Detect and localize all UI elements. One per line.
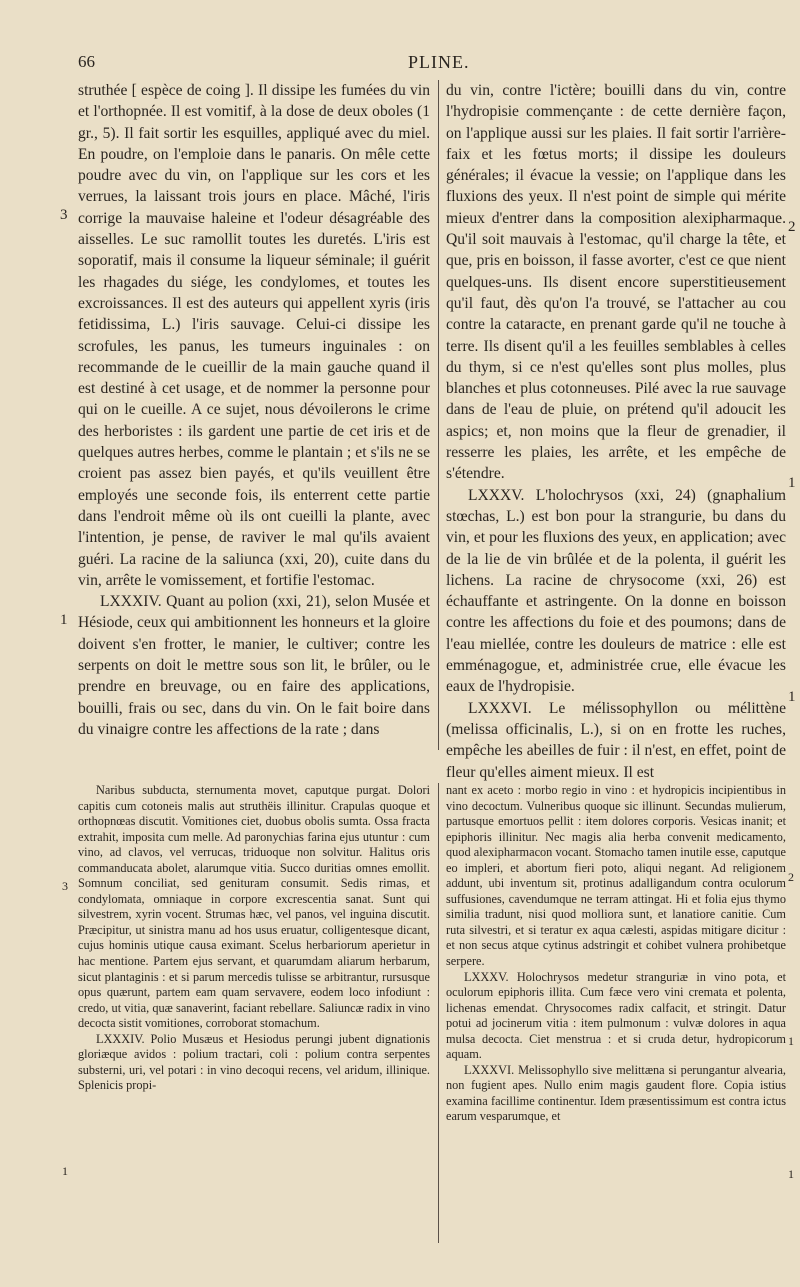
latin-paragraph-lxxxvi: LXXXVI. Melissophyllo sive melittæna si perungantur alvearia, non fugient apes. Nullo enim magis gaudent flore. Copia istius examina facillime continentur. Idem præsentissimum est contra ictus earum vesparumque, et xyxy=(446,1062,786,1124)
margin-number: 1 xyxy=(62,1164,68,1178)
french-left-column xyxy=(78,80,430,750)
latin-right-column xyxy=(446,783,786,1263)
french-paragraph: struthée [ espèce de coing ]. Il dissipe les fumées du vin et l'orthopnée. Il est vomitif, à la dose de deux oboles (1 gr., 5). Il fait sortir les esquilles, appliqué avec du miel. En poudre, on l'emploie dans le panaris. On mêle cette poudre avec du vin, on l'applique sur les cors et les verrues, la laissant trois jours en place. Mâché, l'iris corrige la mauvaise haleine et l'odeur désagréable des aisselles. Le suc ramollit toutes les duretés. L'iris est soporatif, mais il consume la liqueur séminale; il guérit les rhagades du siége, les condylomes, et toutes les excroissances. Il est des auteurs qui appellent xyris (iris fetidissima, L.) l'iris sauvage. Celui-ci dissipe les scrofules, les panus, les tumeurs inguinales : on recommande de le cueillir de la main gauche quand il est destiné à cet usage, et de nommer la personne pour qui on le cueille. A ce sujet, nous dévoilerons le crime des herboristes : ils gardent une partie de cet iris et de quelques autres herbes, comme le plantain ; et s'ils ne se croient pas assez bien payés, et qu'ils veuillent être employés une seconde fois, ils enterrent cette partie dans l'endroit même où ils ont cueilli la plante, avec l'intention, je pense, de raviver le mal qu'ils avaient guéri. La racine de la saliunca (xxi, 20), cuite dans du vin, arrête le vomissement, et fortifie l'estomac. xyxy=(78,82,430,589)
margin-number: 1 xyxy=(788,475,796,491)
margin-number: 2 xyxy=(788,219,796,235)
margin-number: 1 xyxy=(788,689,796,705)
latin-paragraph: nant ex aceto : morbo regio in vino : et hydropicis incipientibus in vino decoctum. Vulneribus quoque sic illinunt. Secundas mulierum, partusque emortuos pellit : item dolores corporis. Vesicas inanit; et epiphoris illinitur. Nec magis alia herba convenit medicamento, quod alexipharmacon vocant. Stomacho tamen inutile esse, caputque eo impleri, et abortum fieri poto, aliqui negant. Ad religionem addunt, ubi inventum sit, protinus adalligandum contra oculorum suffusiones, cavendumque ne terram attingat. Hi et folia ejus thymo similia tradunt, nisi quod molliora sunt, et lanatiore canitie. Cum ruta silvestri, et si teratur ex aqua cælesti, aspidas mitigare dicitur : et non secus atque cytinus adstringit et cohibet vulnera prohibetque serpere. xyxy=(446,783,786,969)
running-title: PLINE. xyxy=(408,52,470,72)
latin-paragraph: Naribus subducta, sternumenta movet, caputque purgat. Dolori capitis cum cotoneis malis aut struthëis illinitur. Crapulas quoque et orthopnœas discutit. Vomitiones ciet, duobus obolis sumta. Ossa fracta extrahit, imposita cum melle. Ad paronychias farina ejus utuntur : cum vino, ad clavos, vel verrucas, triduoque non solvitur. Halitus oris commanducata abolet, alarumque vitia. Succo duritias omnes emollit. Somnum conciliat, sed genituram consumit. Sedis rimas, et condylomata, omniaque in corpore excrescentia sanat. Sunt qui silvestrem, xyrin vocent. Strumas hæc, vel panos, vel inguina discutit. Præcipitur, ut sinistra manu ad hos usus eruatur, colligentesque dicant, cujus hominis utique causa eximant. Scelus herbariorum aperietur in hac mentione. Partem ejus servant, et quarumdam aliarum herbarum, sicut plantaginis : et si parum mercedis tulisse se arbitrantur, rursusque opus quærunt, partem eam quam servavere, eodem loco infodiunt : credo, ut vitia, quæ sanaverint, faciant rebellare. Saliuncæ radix in vino decocta sistit vomitiones, corroborat stomachum. xyxy=(78,783,430,1031)
margin-number: 1 xyxy=(60,612,68,628)
french-paragraph-lxxxv: LXXXV. L'holochrysos (xxi, 24) (gnaphalium stœchas, L.) est bon pour la strangurie, bu dans du vin, et pour les fluxions des yeux, en application; avec de la lie de vin brûlée et de la polenta, il guérit les lichens. La racine de chrysocome (xxi, 26) est échauffante et astringente. On la donne en boisson contre les affections du foie et des poumons; dans de l'eau miellée, contre les douleurs de matrice : elle est emménagogue, et, administrée crue, elle évacue les eaux de l'hydropisie. xyxy=(446,486,786,696)
latin-paragraph-lxxxv: LXXXV. Holochrysos medetur stranguriæ in vino pota, et oculorum epiphoris illita. Cum fæce vero vini cremata et polenta, lichenas emendat. Chrysocomes radix calfacit, et stringit. Datur potui ad jocinerum vitia : item pulmonum : vulvæ dolores in aqua mulsa decocta. Ciet menstrua : et si cruda detur, hydropicorum aquam. xyxy=(446,969,786,1062)
page-number: 66 xyxy=(78,52,95,71)
page-header xyxy=(78,52,780,76)
margin-number: 2 xyxy=(788,870,794,884)
column-divider xyxy=(438,783,439,1243)
french-paragraph-lxxxiv: LXXXIV. Quant au polion (xxi, 21), selon Musée et Hésiode, ceux qui ambitionnent les honneurs et la gloire doivent s'en frotter, le manier, le cultiver; contre les serpents on doit le mettre sous son lit, le brûler, ou le prendre en breuvage, ou en faire des applications, bouilli, frais ou sec, dans du vin. On le fait boire dans du vinaigre contre les affections de la rate ; dans xyxy=(78,593,430,738)
margin-number: 3 xyxy=(62,879,68,893)
french-paragraph: du vin, contre l'ictère; bouilli dans du vin, contre l'hydropisie commençante : de cette dernière façon, on l'applique aussi sur les plaies. Il fait sortir l'arrière-faix et les fœtus morts; il dissipe les douleurs générales; il évacue la vessie; on l'applique dans les fluxions des yeux. Il n'est point de simple qui mérite mieux d'entrer dans la composition alexipharmaque. Qu'il soit mauvais à l'estomac, qu'il charge la tête, et que, pris en boisson, il fasse avorter, c'est ce que nient quelques-uns. Ils disent encore superstitieusement qu'il faut, dès qu'on l'a trouvé, se l'attacher au cou contre la cataracte, en prenant garde qu'il ne touche à terre. Ils disent qu'il a les feuilles semblables à celles du thym, si ce n'est qu'elles sont plus molles, plus blanches et plus cotonneuses. Pilé avec la rue sauvage dans de l'eau de pluie, on prétend qu'il adoucit les aspics; et, non moins que la fleur de grenadier, il resserre les plaies, les arrête, et les empêche de s'étendre. xyxy=(446,82,786,483)
latin-left-column xyxy=(78,783,430,1263)
column-divider xyxy=(438,80,439,750)
french-paragraph-lxxxvi: LXXXVI. Le mélissophyllon ou mélittène (melissa officinalis, L.), si on en frotte les ruches, empêche les abeilles de fuir : il n'est, en effet, point de fleur qu'elles aiment mieux. Il est xyxy=(446,699,786,781)
french-right-column xyxy=(446,80,786,781)
margin-number: 3 xyxy=(60,207,68,223)
latin-paragraph-lxxxiv: LXXXIV. Polio Musæus et Hesiodus perungi jubent dignationis gloriæque avidos : polium tractari, coli : polium contra serpentes substerni, uri, vel potari : in vino decoqui recens, vel aridum, illinique. Splenicis propi- xyxy=(78,1031,430,1093)
margin-number: 1 xyxy=(788,1034,794,1048)
margin-number: 1 xyxy=(788,1167,794,1181)
